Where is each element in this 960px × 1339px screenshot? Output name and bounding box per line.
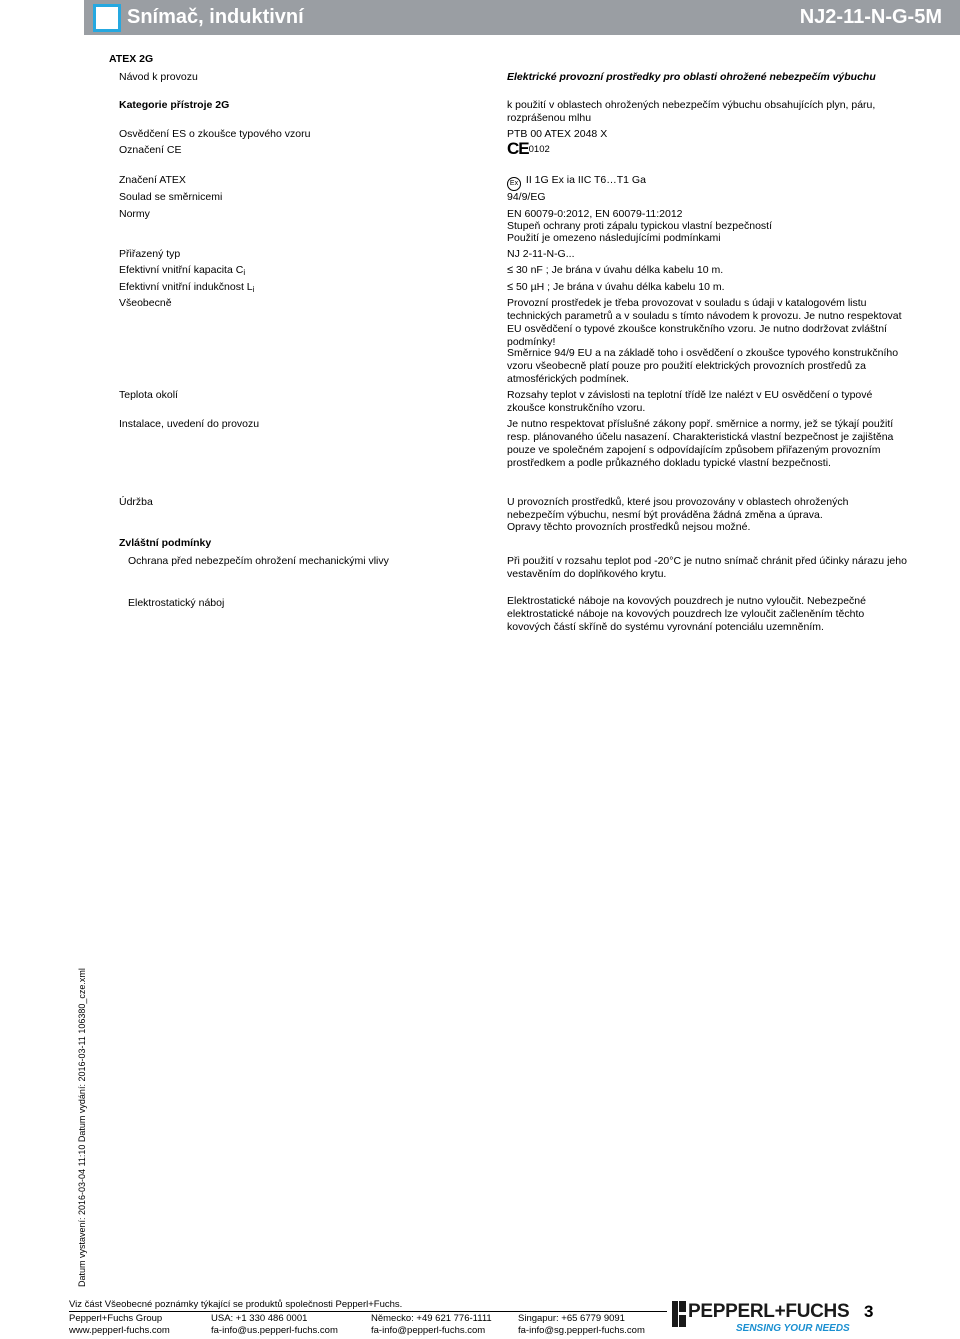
label-ochrana: Ochrana před nebezpečím ohrožení mechanickými vlivy [128,555,389,567]
label-vseobecne: Všeobecně [119,297,172,309]
label-instalace: Instalace, uvedení do provozu [119,418,260,430]
issue-date-sidebar: Datum vystavení: 2016-03-04 11:10 Datum vydání: 2016-03-11 106380_cze.xml [77,968,87,1287]
footer-germany-email[interactable]: fa-info@pepperl-fuchs.com [371,1325,486,1336]
value-normy-1: EN 60079-0:2012, EN 60079-11:2012 [507,208,683,220]
label-znaceni: Značení ATEX [119,174,186,186]
value-vseobecne-2: Směrnice 94/9 EU a na základě toho i osvědčení o zkoušce typového konstrukčního vzoru všeobecně platí pouze pro použití elektrických provozních prostředů za atmosférických podmínek. [507,347,899,385]
ce-mark-icon: CE [507,139,529,158]
product-code: NJ2-11-N-G-5M [799,6,942,28]
label-soulad: Soulad se směrnicemi [119,191,223,203]
value-soulad: 94/9/EG [507,191,546,203]
value-kapacita-text: 30 nF ; Je brána v úvahu délka kabelu 10 m. [515,264,724,276]
value-udrzba-2: Opravy těchto provozních prostředků nejsou možné. [507,521,751,533]
header-bar [84,0,960,35]
value-teplota: Rozsahy teplot v závislosti na teplotní třídě lze nalézt v EU osvědčení o typové zkoušce konstrukčního vzoru. [507,389,873,414]
logo-text: PEPPERL+FUCHS [688,1301,850,1322]
label-oznaceni: Označení CE [119,144,182,156]
value-ochrana: Při použití v rozsahu teplot pod -20°C je nutno snímač chránit před účinky nárazu jeho vestavěním do doplňkového krytu. [507,555,907,580]
value-osvedceni: PTB 00 ATEX 2048 X [507,128,608,140]
label-indukcnost [119,281,254,294]
footer-company: Pepperl+Fuchs Group [69,1313,163,1324]
value-kategorie: k použití v oblastech ohrožených nebezpečím výbuchu obsahujících plyn, páru, rozprášenou mlhu [507,99,876,124]
section-title: ATEX 2G [109,53,154,65]
footer-germany-phone: Německo: +49 621 776-1111 [371,1313,492,1324]
value-indukcnost [507,281,725,294]
value-znaceni [507,174,646,191]
label-teplota: Teplota okolí [119,389,178,401]
value-navod: Elektrické provozní prostředky pro oblasti ohrožené nebezpečím výbuchu [507,71,876,83]
value-oznaceni [507,139,550,158]
document-title: Snímač, induktivní [127,6,304,28]
pepperl-fuchs-logo-icon [672,1301,686,1327]
label-normy: Normy [119,208,150,220]
value-instalace: Je nutno respektovat příslušné zákony popř. směrnice a normy, jež se týkají použití resp. plánovaného účelu nasazení. Charakteristická vlastní bezpečnost je zajištěna pouze ve společném zapojení s odpovídajícím způsobem přiřazeným provozním prostředkem a podle průkazného dokladu typické vlastní bezpečnosti. [507,418,894,469]
value-prirazeny: NJ 2-11-N-G... [507,248,575,260]
label-osvedceni: Osvědčení ES o zkoušce typového vzoru [119,128,311,140]
page-number: 3 [864,1302,874,1321]
value-udrzba: U provozních prostředků, které jsou provozovány v oblastech ohrožených nebezpečím výbuchu, nesmí být prováděna žádná změna a úprava. [507,496,849,521]
label-kategorie: Kategorie přístroje 2G [119,99,230,111]
label-zvlastni: Zvláštní podmínky [119,537,212,549]
logo-slogan: SENSING YOUR NEEDS [736,1323,850,1334]
value-normy-2: Stupeň ochrany proti zápalu typickou vlastní bezpečností [507,220,772,232]
ex-mark-icon: Ex [507,177,521,191]
label-indukcnost-text: Efektivní vnitřní indukčnost L [119,281,253,293]
label-kapacita-sub: i [243,268,246,277]
value-vseobecne: Provozní prostředek je třeba provozovat v souladu s údaji v katalogovém listu technických parametrů a v souladu s tímto návodem k provozu. Je nutno respektovat EU osvědčení o typové zkoušce konstrukčního vzoru. Je nutno dodržovat zvláštní podmínky! [507,297,902,348]
less-equal-icon: ≤ [507,264,514,276]
notified-body-number: 0102 [528,144,550,155]
atex-marking: II 1G Ex ia IIC T6…T1 Ga [525,174,646,186]
value-elektrostaticky: Elektrostatické náboje na kovových pouzdrech je nutno vyloučit. Nebezpečné elektrostatické náboje na kovových pouzdrech lze vyloučit začleněním těchto kovových částí skříně do systému vyrovnání potenciálu uzemněním. [507,595,866,633]
footer-singapore-phone: Singapur: +65 6779 9091 [518,1313,625,1324]
value-normy-3: Použití je omezeno následujícími podmínkami [507,232,721,244]
label-elektrostaticky: Elektrostatický náboj [128,597,225,609]
footer-note: Viz část Všeobecné poznámky týkající se produktů společnosti Pepperl+Fuchs. [69,1299,403,1310]
footer-singapore-email[interactable]: fa-info@sg.pepperl-fuchs.com [518,1325,645,1336]
footer-usa-email[interactable]: fa-info@us.pepperl-fuchs.com [211,1325,338,1336]
label-prirazeny: Přiřazený typ [119,248,181,260]
label-udrzba: Údržba [119,496,153,508]
square-icon [93,4,121,32]
label-navod: Návod k provozu [119,71,198,83]
less-equal-icon: ≤ [507,281,514,293]
label-indukcnost-sub: i [252,285,255,294]
label-kapacita-text: Efektivní vnitřní kapacita C [119,264,244,276]
value-indukcnost-text: 50 µH ; Je brána v úvahu délka kabelu 10 m. [515,281,725,293]
footer-divider [69,1311,667,1312]
label-kapacita [119,264,245,277]
value-kapacita [507,264,723,277]
footer-website-link[interactable]: www.pepperl-fuchs.com [69,1325,170,1336]
footer-usa-phone: USA: +1 330 486 0001 [211,1313,308,1324]
